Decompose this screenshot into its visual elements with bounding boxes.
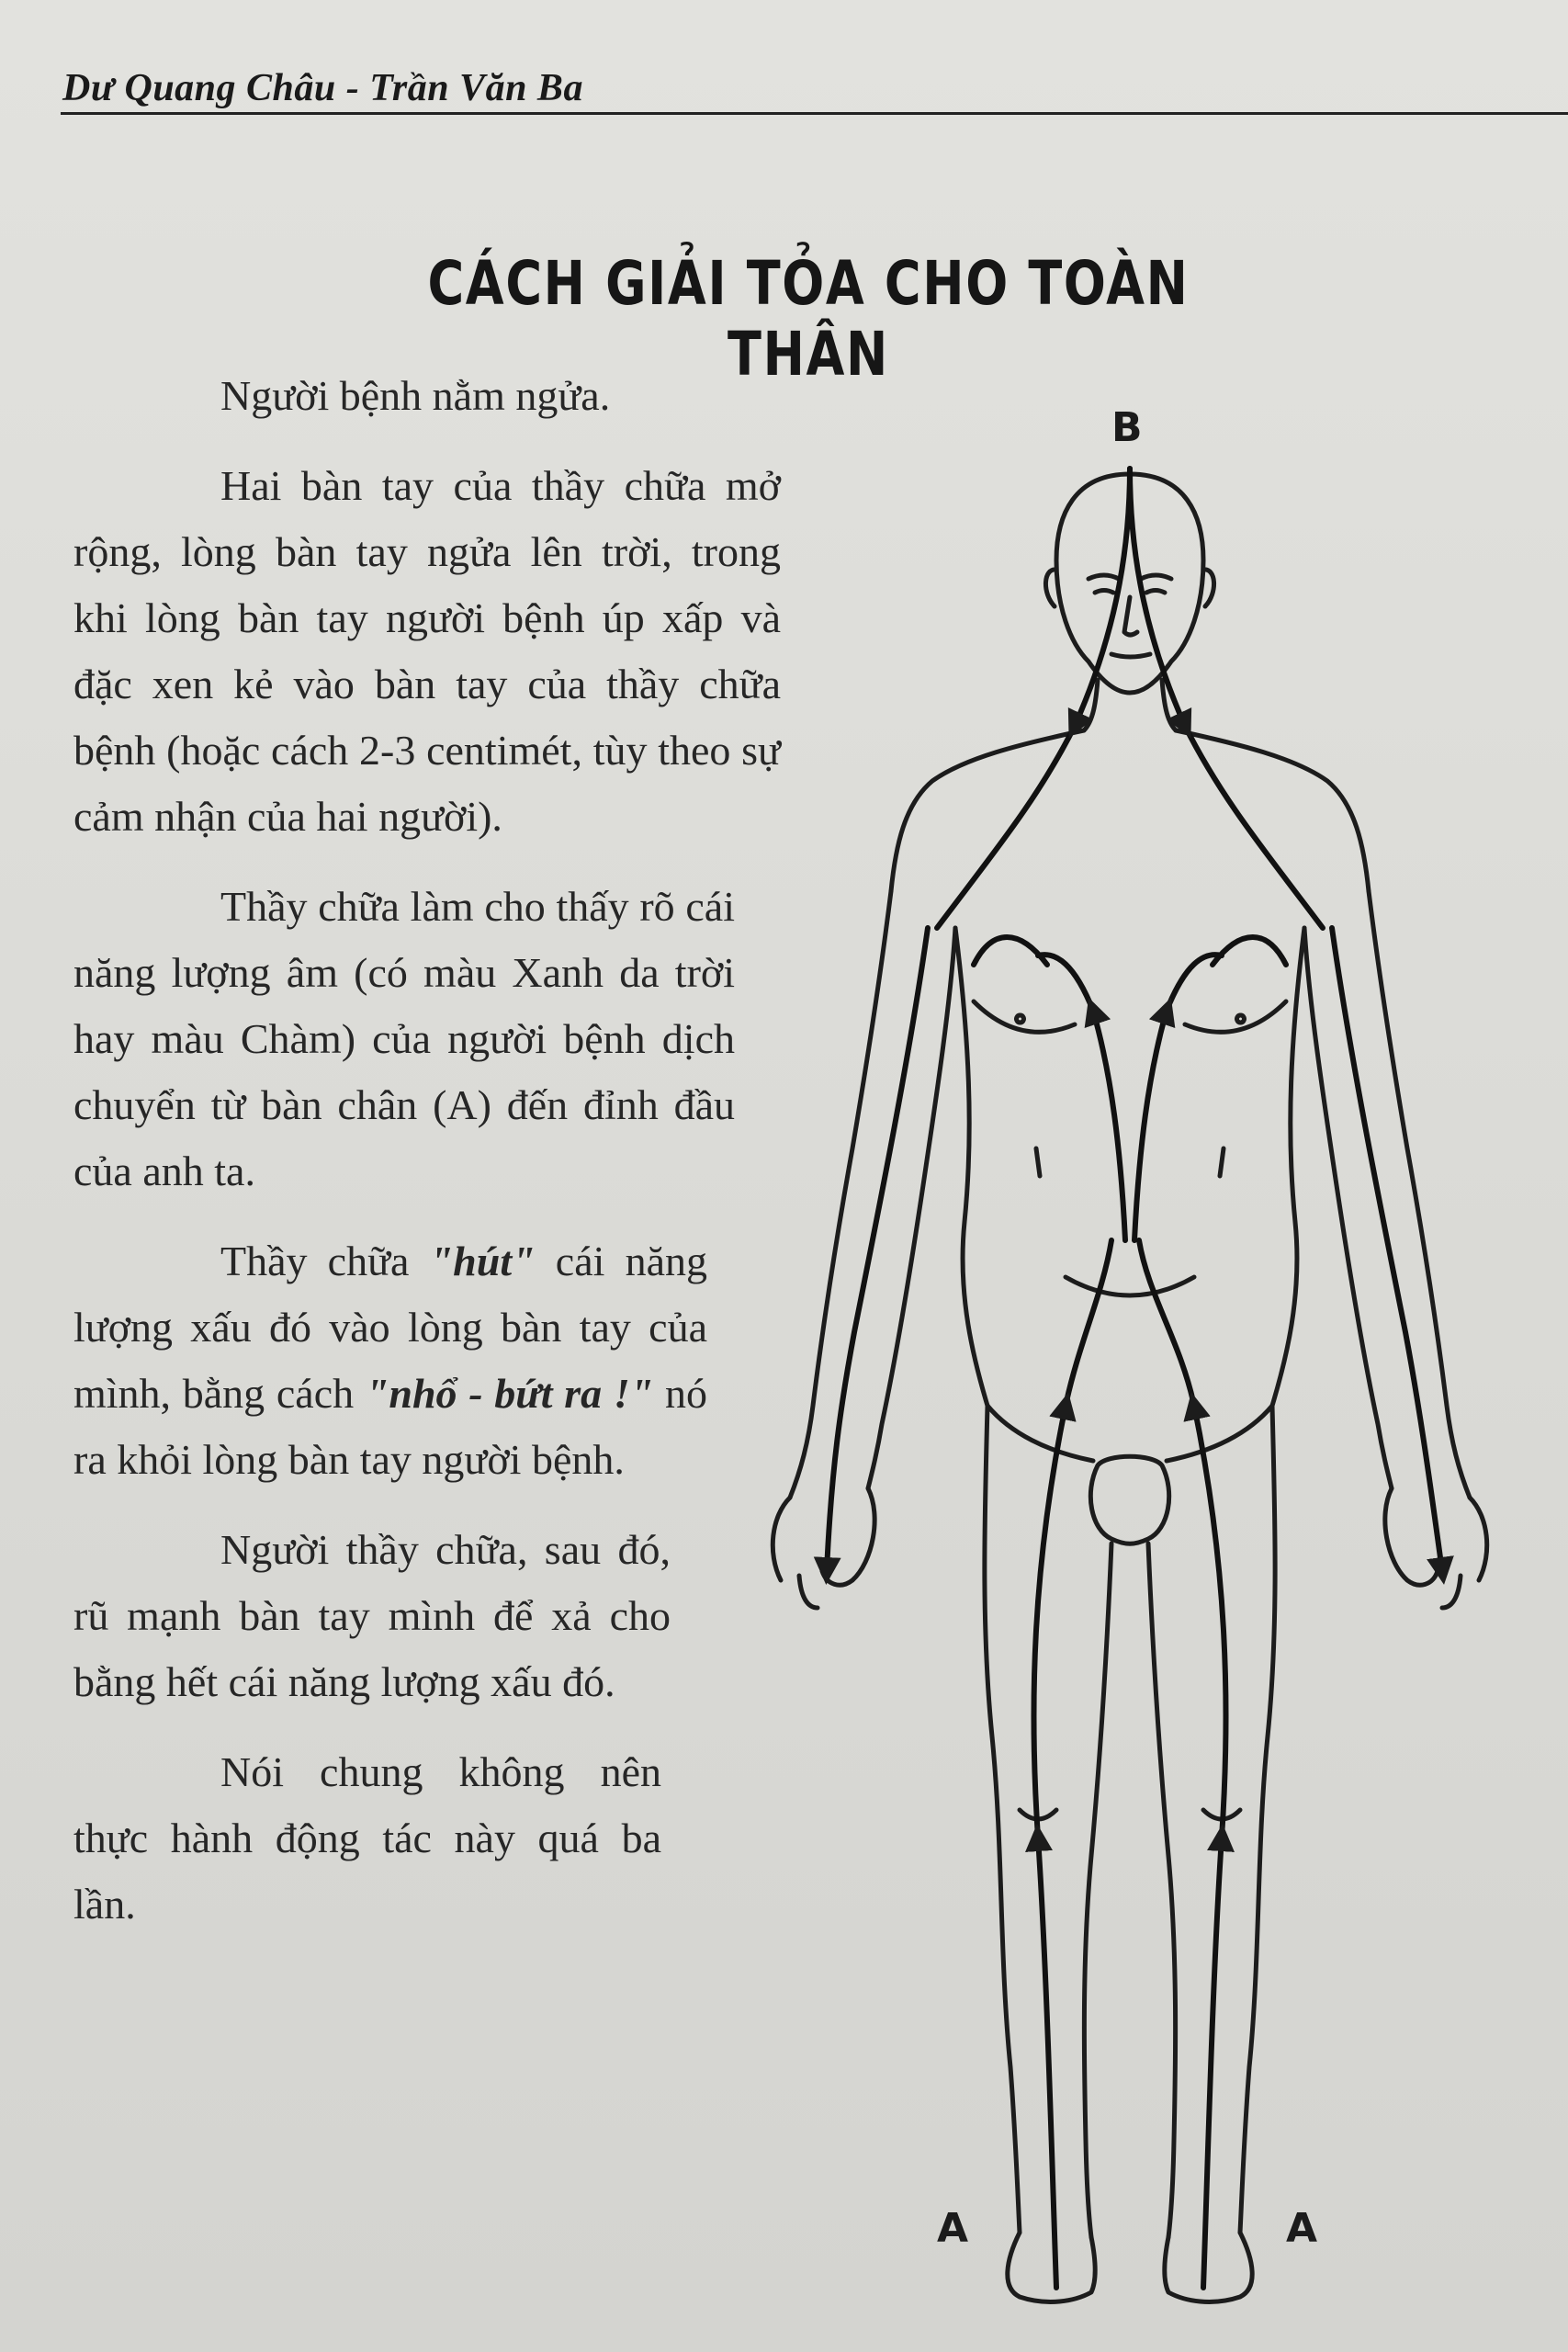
running-head: Dư Quang Châu - Trần Văn Ba [62,67,583,109]
face-eyes [1095,591,1165,594]
label-a-right: A [1286,2205,1318,2252]
left-hand [773,1488,874,1608]
energy-line-cross [974,937,1286,965]
torso-left [955,928,987,1406]
paragraph-4 [73,1228,707,1493]
right-leg-outer [1240,1406,1275,2233]
energy-line-head-left [937,469,1130,928]
p4-text-b: cái năng lượng xấu đó vào lòng bàn tay của mình, bằng cách [73,1238,707,1417]
p4-emphasis-hut: "hút" [429,1238,536,1284]
right-leg-inner [1148,1544,1176,2237]
left-leg-outer [985,1406,1020,2233]
face-brows [1089,575,1171,579]
right-foot [1165,2233,1252,2301]
paragraph-1: Người bệnh nằm ngửa. [220,372,611,419]
right-hand [1385,1488,1487,1608]
face-nose [1124,597,1137,635]
paragraph-2: Hai bàn tay của thầy chữa mở rộng, lòng bàn tay ngửa lên trời, trong khi lòng bàn tay người bệnh úp xấp và đặc xen kẻ vào bàn tay của thầy chữa bệnh (hoặc cách 2-3 centimét, tùy theo sự cảm nhận của hai người). [73,462,781,840]
pelvis [987,1406,1272,1461]
page-title: CÁCH GIẢI TỎA CHO TOÀN THÂN [427,248,1190,390]
human-figure-drawing [744,413,1534,2343]
groin [1090,1456,1168,1544]
body-text [73,363,781,1962]
paragraph-5: Người thầy chữa, sau đó, rũ mạnh bàn tay mình để xả cho bằng hết cái năng lượng xấu đó. [73,1526,671,1705]
paragraph-3: Thầy chữa làm cho thấy rõ cái năng lượng âm (có màu Xanh da trời hay màu Chàm) của người bệnh dịch chuyển từ bàn chân (A) đến đỉnh đầu của anh ta. [73,883,735,1194]
energy-line-head-right [1130,469,1323,928]
energy-line-right-leg [1139,1240,1226,2288]
face-mouth [1111,654,1150,657]
header-rule [61,112,1568,115]
left-leg-inner [1084,1544,1111,2237]
left-shoulder [891,730,1084,891]
torso-right [1272,928,1304,1406]
nipples [1017,1015,1245,1023]
p4-emphasis-nho: "nhổ - bứt ra !" [365,1370,654,1417]
abdomen-marks [1036,1148,1224,1295]
left-foot [1008,2233,1095,2301]
p4-text-c: nó ra khỏi lòng bàn tay người bệnh. [73,1370,708,1483]
label-b: B [1111,404,1143,451]
paragraph-6: Nói chung không nên thực hành động tác này quá ba lần. [73,1748,661,1928]
body-energy-figure [744,404,1534,2343]
label-a-left: A [937,2205,969,2252]
energy-line-center-right [1134,955,1222,1240]
energy-line-center [1038,955,1125,1240]
knee-marks [1020,1810,1240,1819]
p4-text-a: Thầy chữa [220,1238,430,1284]
right-shoulder [1176,730,1369,891]
